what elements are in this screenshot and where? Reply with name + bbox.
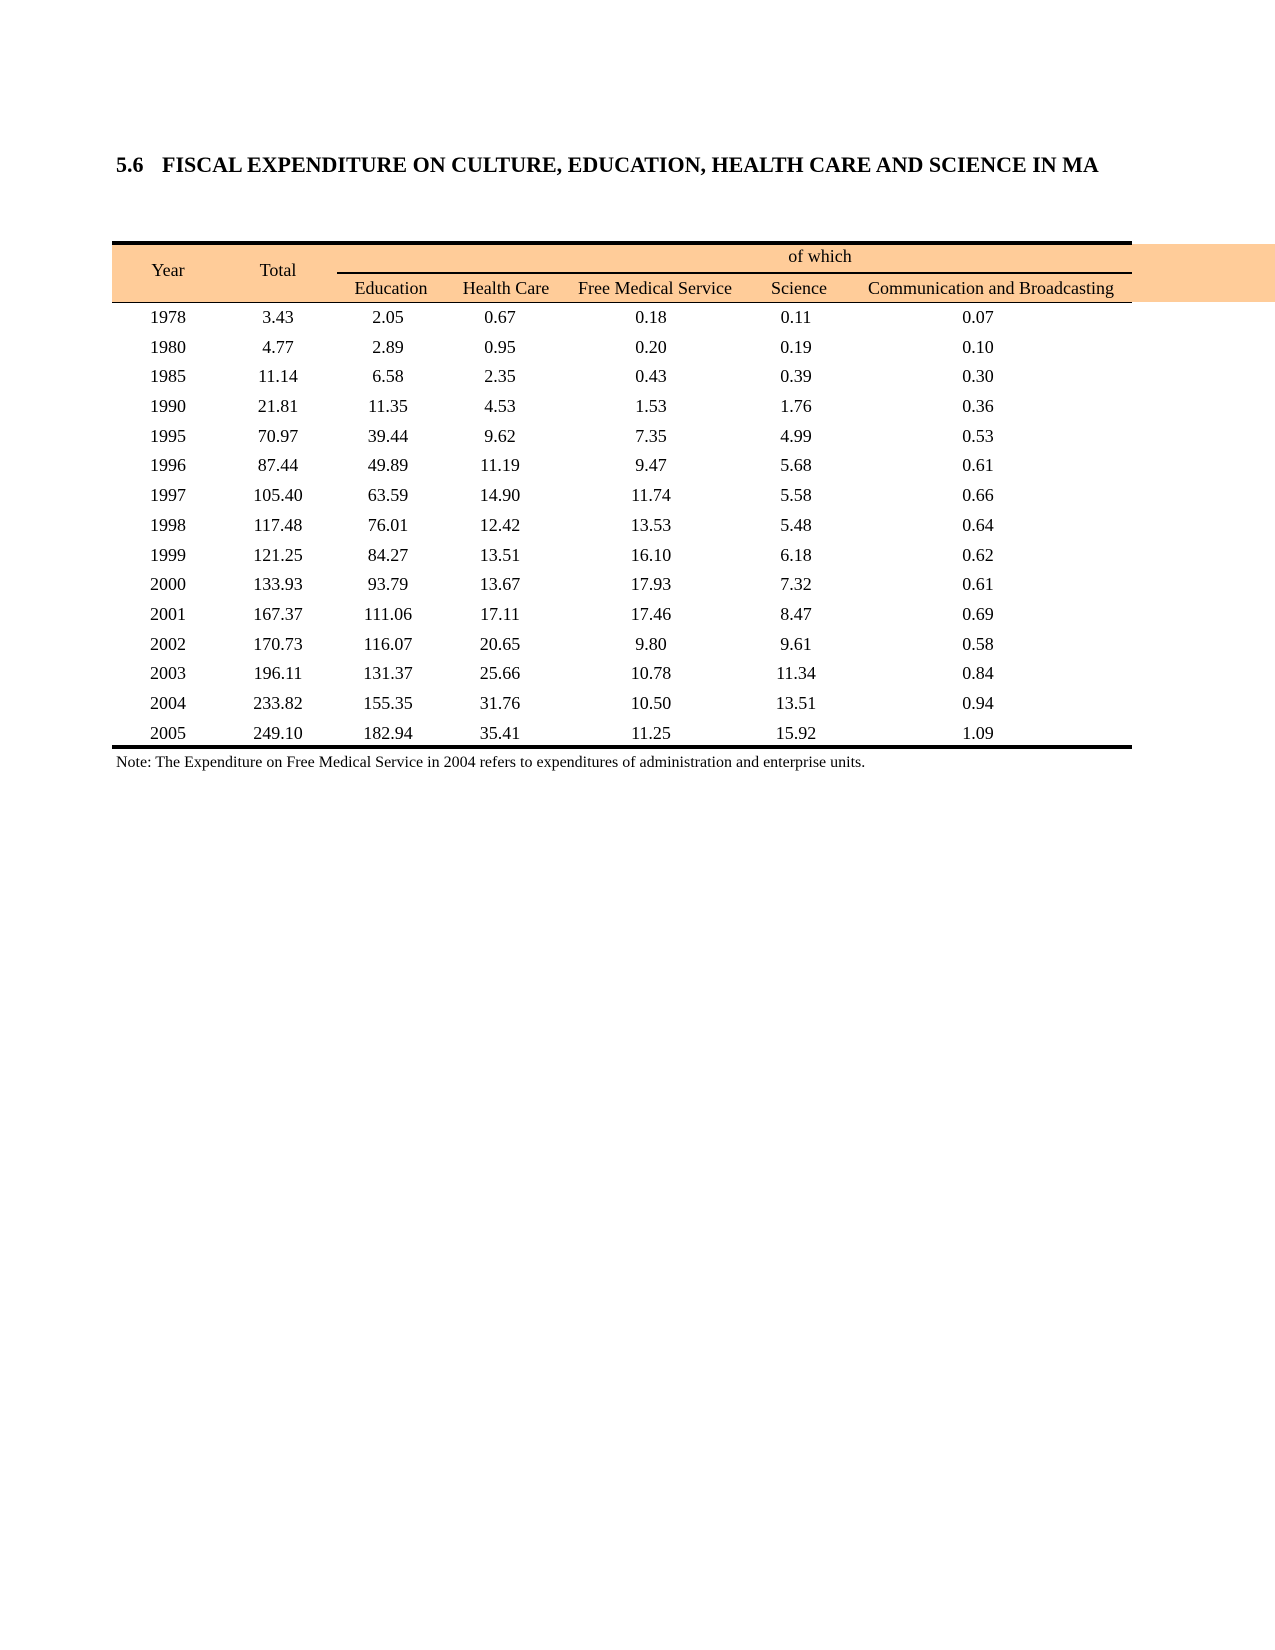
cell-free-medical-service: 11.25: [631, 722, 671, 743]
cell-health-care: 11.19: [480, 455, 520, 476]
table-row: [112, 510, 1132, 540]
cell-health-care: 20.65: [479, 633, 521, 654]
cell-science: 8.47: [780, 603, 812, 624]
cell-total: 4.77: [262, 336, 294, 357]
table-row: [112, 302, 1132, 332]
cell-science: 5.58: [780, 485, 812, 506]
cell-health-care: 9.62: [484, 425, 516, 446]
cell-education: 155.35: [363, 692, 413, 713]
cell-free-medical-service: 16.10: [630, 544, 672, 565]
cell-science: 5.68: [780, 455, 812, 476]
header-year: Year: [151, 260, 185, 280]
table-row: [112, 599, 1132, 629]
cell-science: 0.19: [780, 336, 812, 357]
header-science: Science: [771, 278, 827, 298]
table-note: Note: The Expenditure on Free Medical Service in 2004 refers to expenditures of administration and enterprise units.: [116, 754, 866, 771]
cell-education: 182.94: [363, 722, 413, 743]
cell-free-medical-service: 10.78: [630, 663, 672, 684]
table-title: FISCAL EXPENDITURE ON CULTURE, EDUCATION, HEALTH CARE AND SCIENCE IN MA: [162, 152, 1099, 177]
cell-science: 9.61: [780, 633, 812, 654]
cell-education: 84.27: [367, 544, 409, 565]
cell-total: 87.44: [257, 455, 299, 476]
cell-health-care: 14.90: [479, 485, 521, 506]
cell-communication-broadcasting: 0.36: [962, 396, 994, 417]
table-row: [112, 629, 1132, 659]
cell-education: 2.05: [372, 307, 404, 327]
cell-year: 2002: [150, 633, 186, 654]
cell-communication-broadcasting: 0.10: [962, 336, 994, 357]
cell-science: 5.48: [780, 514, 812, 535]
cell-communication-broadcasting: 0.62: [962, 544, 994, 565]
cell-total: 170.73: [253, 633, 303, 654]
cell-health-care: 4.53: [484, 396, 516, 417]
header-communication-broadcasting: Communication and Broadcasting: [868, 278, 1114, 298]
cell-science: 1.76: [780, 396, 812, 417]
table-top-rule: [112, 241, 1132, 245]
cell-total: 249.10: [253, 722, 303, 743]
cell-health-care: 17.11: [480, 603, 520, 624]
table-row: [112, 332, 1132, 362]
cell-total: 105.40: [253, 485, 303, 506]
cell-year: 1978: [150, 307, 186, 327]
table-row: [112, 450, 1132, 480]
cell-science: 13.51: [775, 692, 817, 713]
cell-education: 63.59: [367, 485, 409, 506]
cell-free-medical-service: 9.80: [635, 633, 667, 654]
cell-total: 133.93: [253, 574, 303, 595]
cell-free-medical-service: 10.50: [630, 692, 672, 713]
table-row: [112, 540, 1132, 570]
cell-year: 1995: [150, 425, 186, 446]
cell-year: 2000: [150, 574, 186, 595]
table-row: [112, 658, 1132, 688]
cell-communication-broadcasting: 0.30: [962, 366, 994, 387]
table-row: [112, 688, 1132, 718]
cell-education: 93.79: [367, 574, 409, 595]
cell-health-care: 12.42: [479, 514, 521, 535]
page-title: [116, 150, 1132, 180]
cell-year: 1990: [150, 396, 186, 417]
cell-science: 0.39: [780, 366, 812, 387]
cell-health-care: 25.66: [479, 663, 521, 684]
cell-education: 116.07: [363, 633, 413, 654]
table-body: [112, 302, 1132, 747]
cell-total: 121.25: [253, 544, 303, 565]
cell-total: 233.82: [253, 692, 303, 713]
cell-science: 4.99: [780, 425, 812, 446]
cell-communication-broadcasting: 0.66: [962, 485, 994, 506]
of-which-rule: [337, 272, 1132, 274]
cell-total: 21.81: [257, 396, 299, 417]
header-total: Total: [259, 260, 297, 280]
cell-year: 1999: [150, 544, 186, 565]
table-bottom-rule: [112, 745, 1132, 749]
cell-health-care: 31.76: [479, 692, 521, 713]
cell-year: 1998: [150, 514, 186, 535]
cell-education: 11.35: [368, 396, 408, 417]
cell-communication-broadcasting: 1.09: [962, 722, 994, 743]
cell-total: 70.97: [257, 425, 299, 446]
cell-education: 2.89: [372, 336, 404, 357]
cell-communication-broadcasting: 0.61: [962, 455, 994, 476]
cell-science: 6.18: [780, 544, 812, 565]
cell-communication-broadcasting: 0.07: [962, 307, 994, 327]
cell-health-care: 13.51: [479, 544, 521, 565]
table-row: [112, 569, 1132, 599]
cell-free-medical-service: 0.43: [635, 366, 667, 387]
cell-health-care: 2.35: [484, 366, 516, 387]
cell-education: 111.06: [363, 603, 413, 624]
cell-science: 15.92: [775, 722, 817, 743]
cell-free-medical-service: 1.53: [635, 396, 667, 417]
table-row: [112, 421, 1132, 451]
cell-free-medical-service: 9.47: [635, 455, 667, 476]
cell-year: 2003: [150, 663, 186, 684]
header-of-which: of which: [788, 246, 852, 266]
cell-free-medical-service: 17.46: [630, 603, 672, 624]
table-row: [112, 361, 1132, 391]
cell-education: 131.37: [363, 663, 413, 684]
cell-free-medical-service: 0.18: [635, 307, 667, 327]
cell-communication-broadcasting: 0.64: [962, 514, 994, 535]
cell-year: 1996: [150, 455, 186, 476]
cell-education: 49.89: [367, 455, 409, 476]
cell-health-care: 0.95: [484, 336, 516, 357]
cell-year: 2001: [150, 603, 186, 624]
cell-education: 6.58: [372, 366, 404, 387]
cell-year: 2005: [150, 722, 186, 743]
cell-year: 1985: [150, 366, 186, 387]
header-health-care: Health Care: [462, 278, 550, 298]
cell-free-medical-service: 11.74: [631, 485, 671, 506]
table-row: [112, 718, 1132, 748]
cell-science: 0.11: [780, 307, 812, 327]
cell-health-care: 35.41: [479, 722, 521, 743]
cell-communication-broadcasting: 0.58: [962, 633, 994, 654]
cell-science: 7.32: [780, 574, 812, 595]
cell-total: 167.37: [253, 603, 303, 624]
cell-communication-broadcasting: 0.84: [962, 663, 994, 684]
cell-education: 39.44: [367, 425, 409, 446]
cell-education: 76.01: [367, 514, 409, 535]
cell-health-care: 0.67: [484, 307, 516, 327]
cell-free-medical-service: 13.53: [630, 514, 672, 535]
header-free-medical-service: Free Medical Service: [578, 278, 732, 298]
cell-free-medical-service: 0.20: [635, 336, 667, 357]
cell-year: 1997: [150, 485, 186, 506]
cell-communication-broadcasting: 0.61: [962, 574, 994, 595]
cell-total: 3.43: [262, 307, 294, 327]
cell-total: 117.48: [253, 514, 303, 535]
cell-year: 2004: [150, 692, 186, 713]
cell-health-care: 13.67: [479, 574, 521, 595]
cell-science: 11.34: [776, 663, 816, 684]
table-row: [112, 391, 1132, 421]
cell-total: 11.14: [258, 366, 298, 387]
cell-free-medical-service: 17.93: [630, 574, 672, 595]
cell-communication-broadcasting: 0.94: [962, 692, 994, 713]
table-row: [112, 480, 1132, 510]
cell-total: 196.11: [253, 663, 303, 684]
cell-communication-broadcasting: 0.53: [962, 425, 994, 446]
cell-communication-broadcasting: 0.69: [962, 603, 994, 624]
table-number: 5.6: [116, 152, 144, 177]
header-education: Education: [354, 278, 428, 298]
cell-year: 1980: [150, 336, 186, 357]
cell-free-medical-service: 7.35: [635, 425, 667, 446]
